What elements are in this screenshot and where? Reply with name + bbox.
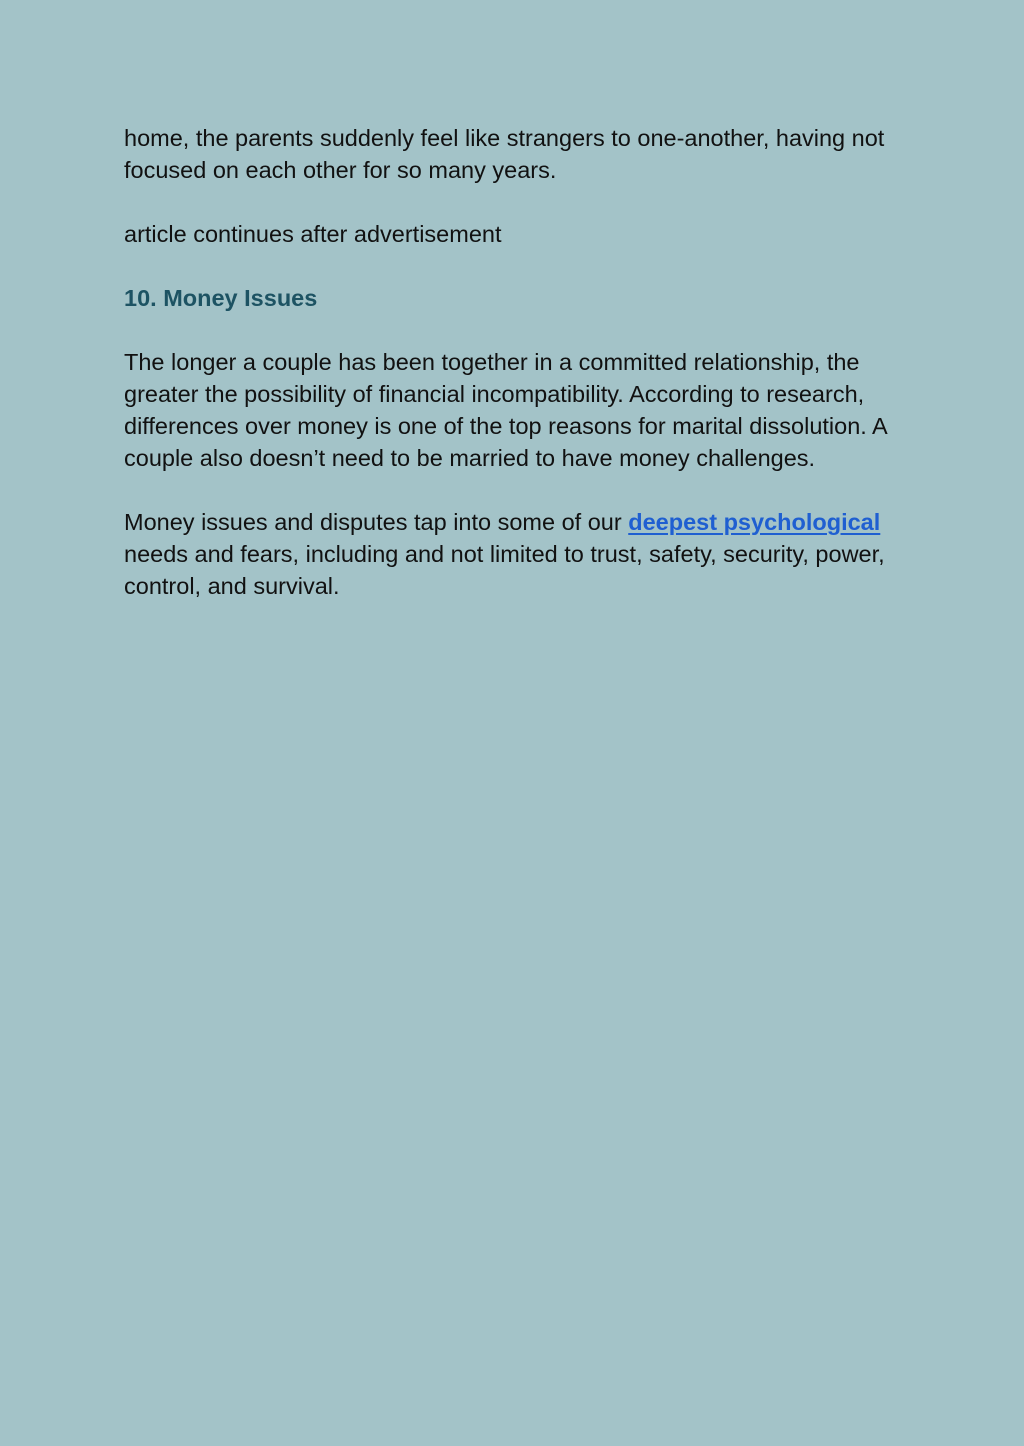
deepest-psychological-link[interactable]: deepest psychological — [628, 509, 881, 535]
paragraph-text-after-link: needs and fears, including and not limited to trust, safety, security, power, control, and survival. — [124, 541, 885, 599]
article-body — [124, 122, 914, 634]
money-issues-paragraph: The longer a couple has been together in a committed relationship, the greater the possibility of financial incompatibility. According to research, differences over money is one of the top reasons for marital dissolution. A couple also doesn’t need to be married to have money challenges. — [124, 349, 887, 471]
psychological-needs-paragraph — [124, 506, 914, 602]
paragraph-text-before-link: Money issues and disputes tap into some of our — [124, 509, 629, 535]
advertisement-notice: article continues after advertisement — [124, 221, 502, 247]
intro-paragraph: home, the parents suddenly feel like strangers to one-another, having not focused on each other for so many years. — [124, 125, 885, 183]
section-heading: 10. Money Issues — [124, 285, 318, 311]
